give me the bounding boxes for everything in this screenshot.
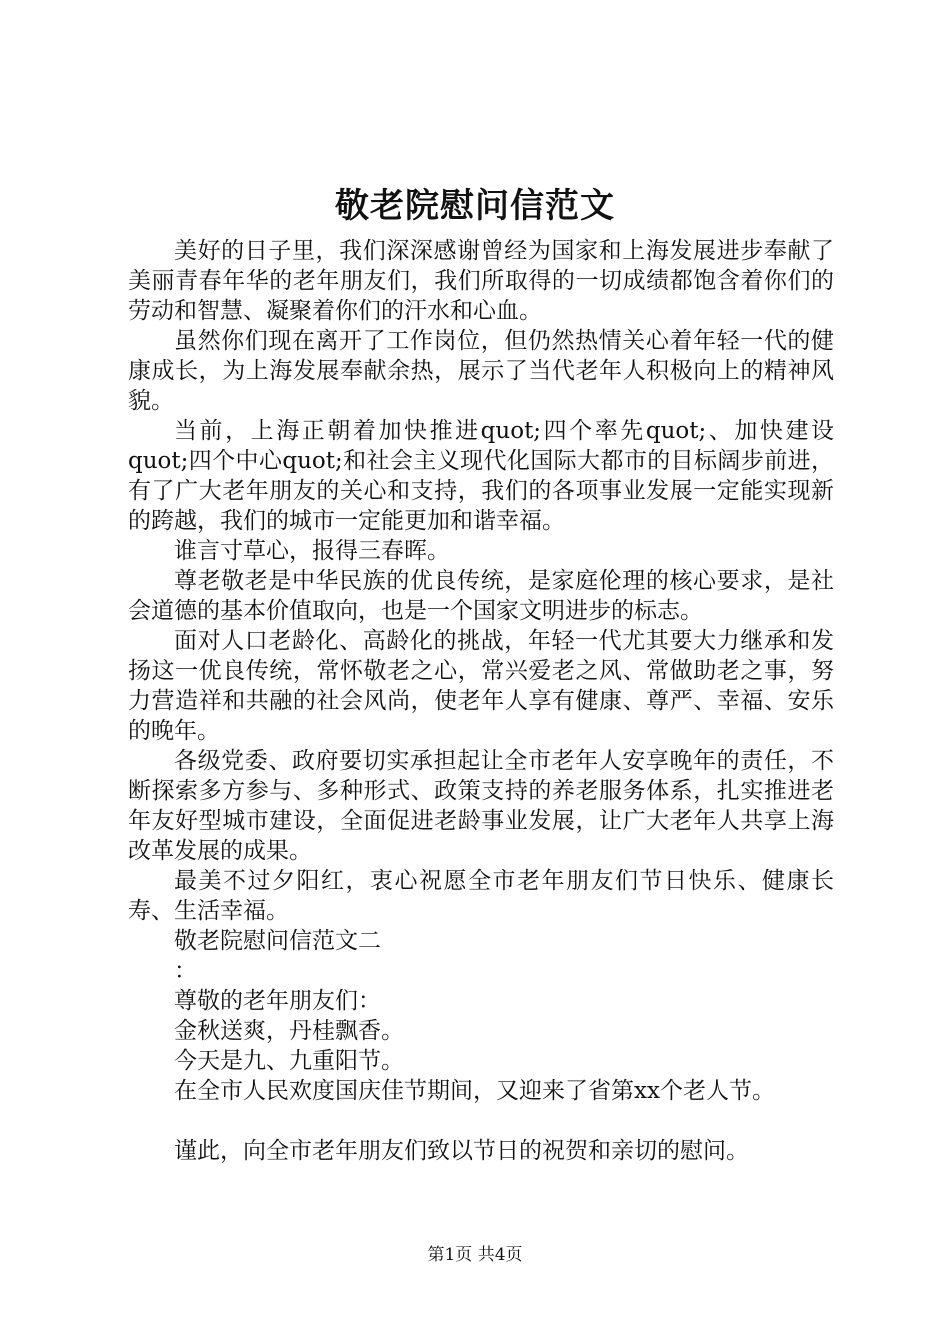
document-body — [128, 236, 834, 1166]
paragraph: 虽然你们现在离开了工作岗位，但仍然热情关心着年轻一代的健康成长，为上海发展奉献余热，展示了当代老年人积极向上的精神风貌。 — [128, 328, 834, 414]
paragraph: 最美不过夕阳红，衷心祝愿全市老年朋友们节日快乐、健康长寿、生活幸福。 — [128, 868, 834, 924]
salutation: 尊敬的老年朋友们： — [174, 988, 381, 1014]
closing-line: 谨此，向全市老年朋友们致以节日的祝贺和亲切的慰问。 — [174, 1138, 749, 1164]
page-title: 敬老院慰问信范文 — [335, 186, 615, 226]
paragraph: 面对人口老龄化、高龄化的挑战，年轻一代尤其要大力继承和发扬这一优良传统，常怀敬老之心，常兴爱老之风、常做助老之事，努力营造祥和共融的社会风尚，使老年人享有健康、尊严、幸福、安乐的晚年。 — [128, 628, 834, 744]
colon-line: ： — [174, 958, 197, 984]
paragraph: 谁言寸草心，报得三春晖。 — [174, 538, 450, 564]
blank-line — [128, 1106, 834, 1136]
paragraph: 尊老敬老是中华民族的优良传统，是家庭伦理的核心要求，是社会道德的基本价值取向，也是一个国家文明进步的标志。 — [128, 568, 834, 624]
paragraph: 当前，上海正朝着加快推进quot;四个率先quot;、加快建设quot;四个中心quot;和社会主义现代化国际大都市的目标阔步前进，有了广大老年朋友的关心和支持，我们的各项事业发展一定能实现新的跨越，我们的城市一定能更加和谐幸福。 — [128, 418, 834, 534]
paragraph: 美好的日子里，我们深深感谢曾经为国家和上海发展进步奉献了美丽青春年华的老年朋友们，我们所取得的一切成绩都饱含着你们的劳动和智慧、凝聚着你们的汗水和心血。 — [128, 238, 834, 324]
page-number: 第1页 共4页 — [427, 1245, 523, 1265]
paragraph: 各级党委、政府要切实承担起让全市老年人安享晚年的责任，不断探索多方参与、多种形式、政策支持的养老服务体系，扎实推进老年友好型城市建设，全面促进老龄事业发展，让广大老年人共享上海改革发展的成果。 — [128, 748, 834, 864]
text-line: 金秋送爽，丹桂飘香。 — [174, 1018, 404, 1044]
text-line: 在全市人民欢度国庆佳节期间，又迎来了省第xx个老人节。 — [174, 1078, 775, 1104]
section-heading: 敬老院慰问信范文二 — [174, 928, 381, 954]
text-line: 今天是九、九重阳节。 — [174, 1048, 404, 1074]
